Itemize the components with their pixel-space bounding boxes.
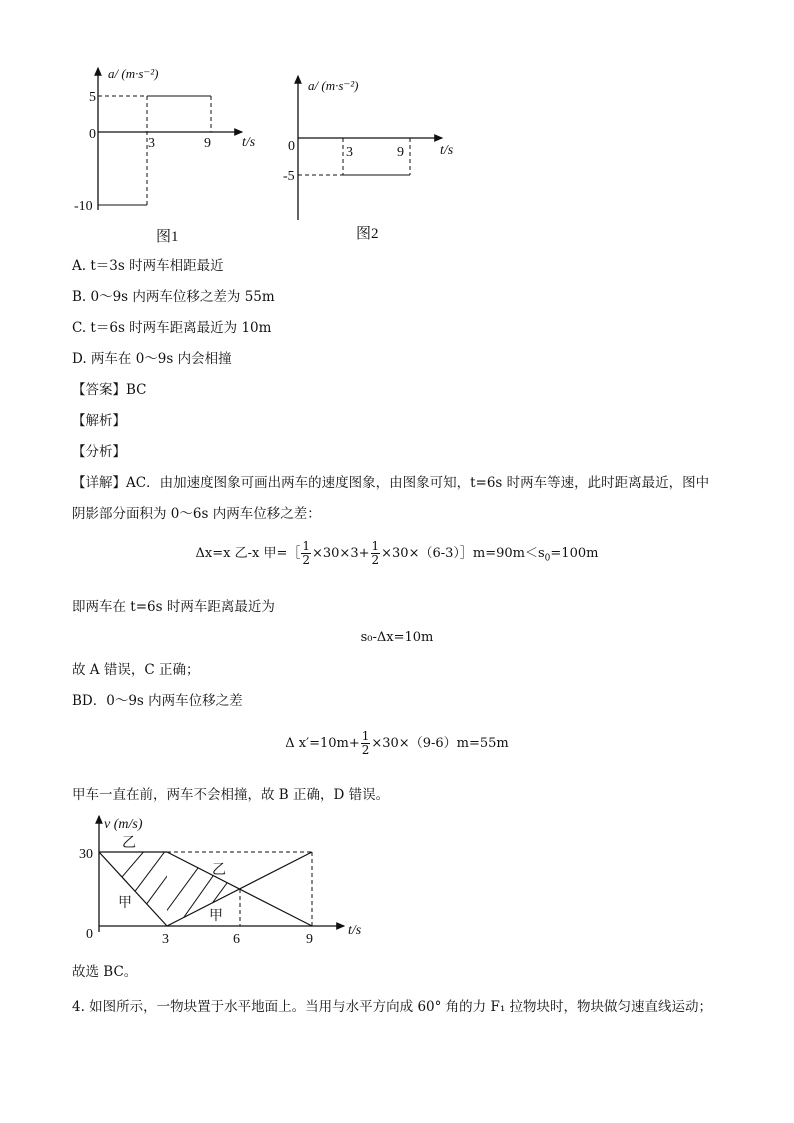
eq1-frac-1 [301, 540, 311, 567]
fig1-tick-y-0: 0 [89, 127, 96, 142]
fig3-label-yi-mid: 乙 [212, 863, 226, 878]
detail-line-4: 故 A 错误，C 正确； [72, 662, 200, 678]
eq1-mid1: ×30×3+ [312, 546, 370, 561]
eq1-frac-2-num: 1 [371, 539, 380, 553]
eq1-left: Δx=x 乙-x 甲=［ [195, 546, 301, 561]
fig3-label-jia-left: 甲 [118, 896, 132, 911]
fig2-tick-x-3: 3 [346, 145, 353, 160]
detail-line-1 [72, 473, 709, 493]
fig3-tick-x-3: 3 [162, 932, 169, 947]
eq1-right: =100m [550, 546, 599, 561]
eq3-right: ×30×（9-6）m=55m [371, 736, 509, 751]
detail-text-1: AC．由加速度图象可画出两车的速度图象，由图象可知，t=6s 时两车等速，此时距离最近，图中 [126, 475, 710, 491]
analysis-tag: 【解析】 [72, 413, 126, 429]
option-d: D. 两车在 0～9s 内会相撞 [72, 351, 232, 367]
conclusion: 故选 BC。 [72, 964, 138, 980]
fig3-tick-x-9: 9 [306, 932, 313, 947]
equation-2: s₀-Δx=10m [360, 630, 434, 645]
fig1-xlabel: t/s [242, 135, 256, 150]
fig2-tick-y-0: 0 [288, 139, 295, 154]
detail-line-3: 即两车在 t=6s 时两车距离最近为 [72, 599, 275, 615]
answer-text: BC [126, 382, 147, 398]
option-a: A. t＝3s 时两车相距最近 [72, 258, 224, 274]
equation-1: Δx=x 乙-x 甲=［ $\frac{1}{2}$ ×30×3+ $\frac{1}{2}$ $\times 30\times(6-3)]m=90m<s_0=100m$ [195, 539, 599, 567]
answer-tag: 【答案】 [72, 382, 126, 398]
detail-tag: 【详解】 [72, 475, 126, 491]
fig3-label-jia-bottom: 甲 [209, 909, 223, 924]
eq1-frac-1-den: 2 [302, 553, 310, 567]
fig3-tick-x-6: 6 [233, 932, 240, 947]
hatch-region-1 [92, 842, 192, 924]
fig3-tick-y-0: 0 [86, 927, 93, 942]
figure-3 [72, 812, 382, 948]
question-4: 4. 如图所示，一物块置于水平地面上。当用与水平方向成 60° 角的力 F₁ 拉物块时，物块做匀速直线运动； [72, 999, 713, 1015]
eq1-frac-2-den: 2 [371, 553, 380, 567]
eq3-frac-num: 1 [361, 729, 370, 743]
eq3-frac [361, 730, 371, 757]
equation-3 [0, 730, 794, 757]
fig2-tick-y-m5: -5 [283, 169, 295, 184]
fig1-ylabel: a/ (m·s⁻²) [108, 66, 159, 81]
eq3-frac-den: 2 [361, 743, 370, 757]
fig3-xlabel: t/s [348, 923, 362, 938]
fig2-xlabel: t/s [440, 143, 454, 158]
fig2-ylabel: a/ (m·s⁻²) [308, 78, 359, 93]
detail-line-5: BD．0～9s 内两车位移之差 [72, 693, 243, 709]
fig2-caption: 图2 [356, 226, 379, 242]
eq1-mid2: ×30×（6-3）］m=90m＜s [381, 546, 545, 561]
fig3-label-yi-top: 乙 [122, 836, 136, 851]
figure-1 [70, 60, 270, 250]
detail-line-6: 甲车一直在前，两车不会相撞，故 B 正确，D 错误。 [72, 787, 390, 803]
fig1-caption: 图1 [156, 229, 179, 245]
figure-2 [280, 70, 470, 245]
fig1-tick-x-3: 3 [148, 136, 155, 151]
fig1-tick-y-m10: -10 [74, 199, 93, 214]
fig3-tick-y-30: 30 [79, 847, 93, 862]
fig1-tick-y-5: 5 [89, 90, 96, 105]
fig2-tick-x-9: 9 [397, 145, 404, 160]
answer-line [72, 380, 147, 400]
fig1-tick-x-9: 9 [204, 136, 211, 151]
detail-line-2: 阴影部分面积为 0～6s 内两车位移之差： [72, 506, 321, 522]
eq1-frac-2 [371, 540, 381, 567]
eq1-frac-1-num: 1 [302, 539, 310, 553]
fig3-ylabel: v (m/s) [104, 817, 143, 832]
option-c: C. t＝6s 时两车距离最近为 10m [72, 320, 272, 336]
fenxi-tag: 【分析】 [72, 444, 126, 460]
eq3-left: Δ x′=10m+ [285, 736, 360, 751]
option-b: B. 0～9s 内两车位移之差为 55m [72, 289, 275, 305]
